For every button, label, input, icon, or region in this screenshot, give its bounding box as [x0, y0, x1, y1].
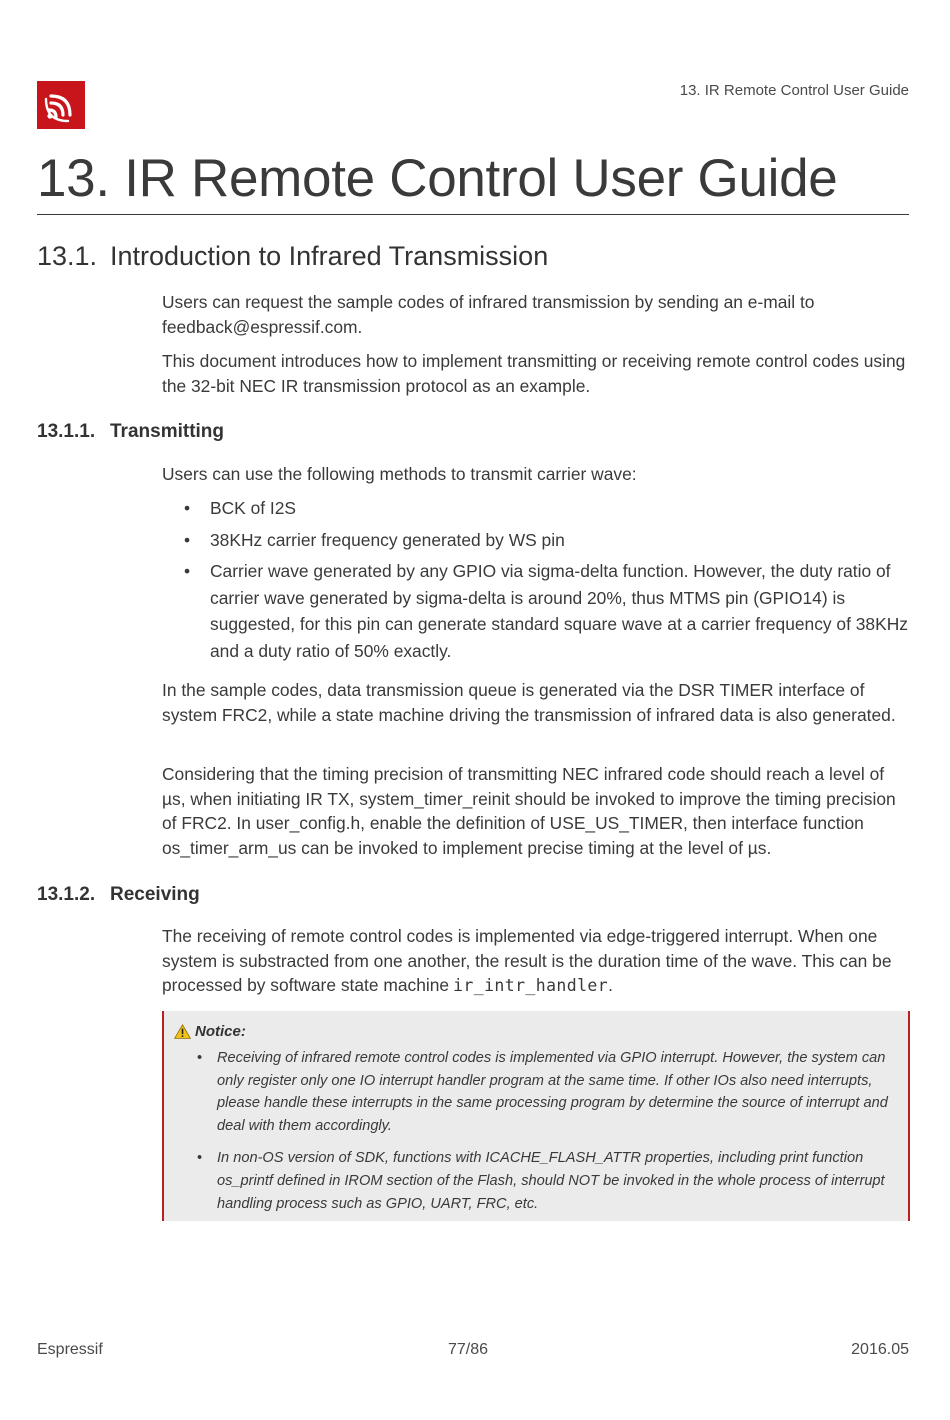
paragraph: [162, 924, 912, 999]
notice-label: Notice:: [195, 1023, 246, 1040]
notice-header: [174, 1023, 246, 1040]
footer-date: 2016.05: [851, 1341, 909, 1358]
section-title: Introduction to Infrared Transmission: [110, 241, 549, 271]
paragraph: Users can use the following methods to transmit carrier wave:: [162, 464, 637, 484]
notice-list: [164, 1047, 894, 1225]
section-title: Receiving: [110, 884, 200, 905]
chapter-title: 13. IR Remote Control User Guide: [37, 148, 909, 215]
notice-item: • In non-OS version of SDK, functions with ICACHE_FLASH_ATTR properties, including print function os_printf defined in IROM section of the Flash, should NOT be invoked in the whole process of interrupt handling process such as GPIO, UART, FRC, etc.: [164, 1147, 894, 1215]
list-item: • 38KHz carrier frequency generated by WS pin: [162, 527, 910, 554]
paragraph: Considering that the timing precision of transmitting NEC infrared code should reach a level of µs, when initiating IR TX, system_timer_reinit should be invoked to improve the timing precision of FRC2. In user_config.h, enable the definition of USE_US_TIMER, then interface function os_timer_arm_us can be invoked to implement precise timing at the level of µs.: [162, 764, 896, 858]
section-heading-13-1: [37, 241, 548, 272]
section-number: 13.1.: [37, 241, 98, 271]
footer-company: Espressif: [37, 1341, 103, 1358]
paragraph-end: .: [608, 975, 613, 995]
section-number: 13.1.2.: [37, 884, 96, 905]
footer-page-number: 77/86: [448, 1341, 489, 1358]
section-number: 13.1.1.: [37, 421, 96, 442]
section-heading-13-1-1: [37, 421, 224, 443]
list-item: • BCK of I2S: [162, 495, 910, 522]
espressif-logo-icon: [37, 81, 85, 129]
paragraph: In the sample codes, data transmission queue is generated via the DSR TIMER interface of system FRC2, while a state machine driving the transmission of infrared data is also generated.: [162, 680, 896, 725]
notice-box: [162, 1011, 910, 1221]
inline-code: ir_intr_handler: [453, 976, 609, 995]
bullet-list: [162, 495, 910, 669]
section-title: Transmitting: [110, 421, 225, 442]
paragraph: Users can request the sample codes of infrared transmission by sending an e-mail to feedback@espressif.com.: [162, 292, 815, 337]
paragraph: This document introduces how to implement transmitting or receiving remote control codes using the 32-bit NEC IR transmission protocol as an example.: [162, 351, 906, 396]
list-item: • Carrier wave generated by any GPIO via sigma-delta function. However, the duty ratio of carrier wave generated by sigma-delta is around 20%, thus MTMS pin (GPIO14) is suggested, for this pin can generate standard square wave at a carrier frequency of 38KHz and a duty ratio of 50% exactly.: [162, 558, 910, 664]
paragraph-text: The receiving of remote control codes is implemented via edge-triggered interrupt. When one system is substracted from one another, the result is the duration time of the wave. This can be processed by software state machine: [162, 926, 892, 995]
running-header: 13. IR Remote Control User Guide: [679, 82, 909, 99]
notice-item: • Receiving of infrared remote control codes is implemented via GPIO interrupt. However, the system can only register only one IO interrupt handler program at the same time. If other IOs also need interrupts, please handle these interrupts in the same processing program by determine the source of interrupt and deal with them accordingly.: [164, 1047, 894, 1137]
warning-icon: [174, 1024, 191, 1039]
section-heading-13-1-2: [37, 884, 200, 906]
